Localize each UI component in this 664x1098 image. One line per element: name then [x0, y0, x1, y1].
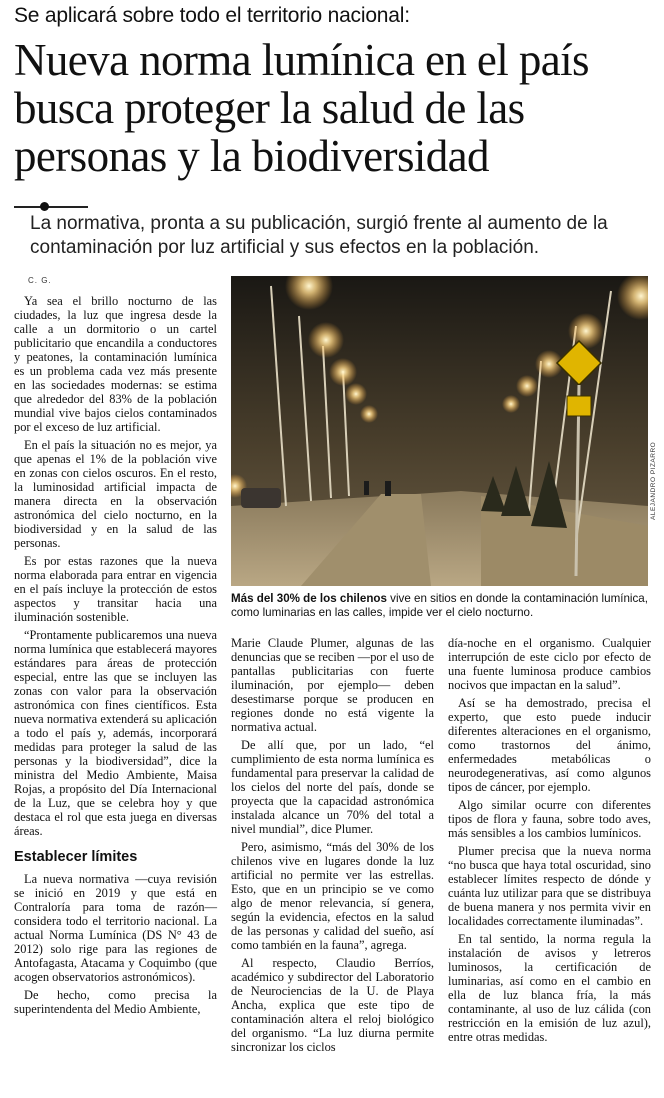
byline: C. G. [28, 276, 52, 285]
paragraph: Al respecto, Claudio Berríos, académico y subdirector del Laboratorio de Neurociencias de la U. de Playa Ancha, explica que este tipo de contaminación altera el reloj biológico del organismo. “La luz diurna permite sincronizar los ciclos [231, 956, 434, 1054]
column-1 [14, 294, 217, 1020]
section-subhead: Establecer límites [14, 849, 138, 865]
kicker: Se aplicará sobre todo el territorio nacional: [14, 4, 410, 27]
paragraph: Ya sea el brillo nocturno de las ciudades, la luz que ingresa desde la calle a un dormitorio o un cartel publicitario que encandila a conductores y peatones, la contaminación lumínica es un problema cada vez más presente en las sociedades modernas: se estima que alrededor del 83% de la población mundial vive bajos cielos contaminados por el exceso de luz artificial. [14, 294, 217, 434]
paragraph: La nueva normativa —cuya revisión se inició en 2019 y que está en Contraloría para toma de razón— considera todo el territorio nacional. La actual Norma Lumínica (DS N° 43 de 2012) solo rige para las regiones de Antofagasta, Atacama y Coquimbo (que acogen observatorios astronómicos). [14, 872, 217, 984]
headline: Nueva norma lumínica en el país busca proteger la salud de las personas y la biodiversidad [14, 35, 589, 181]
paragraph: De hecho, como precisa la superintendenta del Medio Ambiente, [14, 988, 217, 1016]
deck-subtitle: La normativa, pronta a su publicación, surgió frente al aumento de la contaminación por luz artificial y sus efectos en la población. [30, 213, 608, 258]
photo-credit: ALEJANDRO PIZARRO [650, 441, 657, 520]
column-3 [448, 636, 651, 1048]
paragraph: Es por estas razones que la nueva norma elaborada para entrar en vigencia en el país incluye la protección de estos aspectos y transitar hacia una iluminación sostenible. [14, 554, 217, 624]
divider-line [52, 206, 88, 208]
paragraph: Plumer precisa que la nueva norma “no busca que haya total oscuridad, sino establecer límites respecto de dónde y cuánta luz utilizar para que se distribuya de buena manera y nos permita vivir en localidades correctamente iluminadas”. [448, 844, 651, 928]
paragraph: Algo similar ocurre con diferentes tipos de flora y fauna, sobre todo aves, más sensibles a los cambios lumínicos. [448, 798, 651, 840]
paragraph: “Prontamente publicaremos una nueva norma lumínica que establecerá mayores estándares para áreas de protección especial, entre las que se incluyen las zonas con valor para la observación astronómica con fines científicos. Esta nueva normativa extenderá su aplicación a todo el país y, además, incorporará medidas para proteger la salud de las personas y la biodiversidad”, dice la ministra del Medio Ambiente, Maisa Rojas, a propósito del Día Internacional de la Luz, que se celebra hoy y que destaca el rol que esta juega en diversas áreas. [14, 628, 217, 838]
photo-caption [231, 592, 656, 620]
paragraph: Marie Claude Plumer, algunas de las denuncias que se reciben —por el uso de pantallas publicitarias con fuerte iluminación, por ejemplo— deben desestimarse porque se producen en regiones donde no está vigente la normativa actual. [231, 636, 434, 734]
divider-dot [40, 202, 49, 211]
paragraph: Pero, asimismo, “más del 30% de los chilenos vive en lugares donde la luz artificial no permite ver las estrellas. Esto, que en un principio se ve como algo de menor relevancia, sí genera, según la evidencia, efectos en la salud de las personas y calidad del sueño, así como también en la fauna”, agrega. [231, 840, 434, 952]
paragraph: De allí que, por un lado, “el cumplimiento de esta norma lumínica es fundamental para preservar la calidad de los cielos del norte del país, donde se proyecta que la capacidad astronómica instalada alcance un 70% del total a nivel mundial”, dice Plumer. [231, 738, 434, 836]
paragraph: En el país la situación no es mejor, ya que apenas el 1% de la población vive en zonas con cielos oscuros. En el resto, la luminosidad artificial impacta de manera directa en la observación astronómica del cielo nocturno, en la biodiversidad y en la salud de las personas. [14, 438, 217, 550]
street-night-image [231, 276, 648, 586]
column-2 [231, 636, 434, 1058]
street-photo [231, 276, 648, 586]
caption-text: vive en sitios en donde la contaminación lumínica, como luminarias en las calles, impide ver el cielo nocturno. [231, 592, 648, 619]
paragraph: día-noche en el organismo. Cualquier interrupción de este ciclo por efecto de una fuente luminosa produce cambios nocivos que impactan en la salud”. [448, 636, 651, 692]
caption-bold: Más del 30% de los chilenos [231, 592, 387, 605]
paragraph: En tal sentido, la norma regula la instalación de avisos y letreros luminosos, la certificación de luminarias, así como en el cambio en ella de luz blanca fría, la más contaminante, al uso de luz cálida (con restricción en la emisión de luz azul), entre otras medidas. [448, 932, 651, 1044]
paragraph: Así se ha demostrado, precisa el experto, que esto puede inducir diferentes alteraciones en el organismo, como trastornos del ánimo, enfermedades metabólicas o neurodegenerativas, así como algunos tipos de cáncer, por ejemplo. [448, 696, 651, 794]
